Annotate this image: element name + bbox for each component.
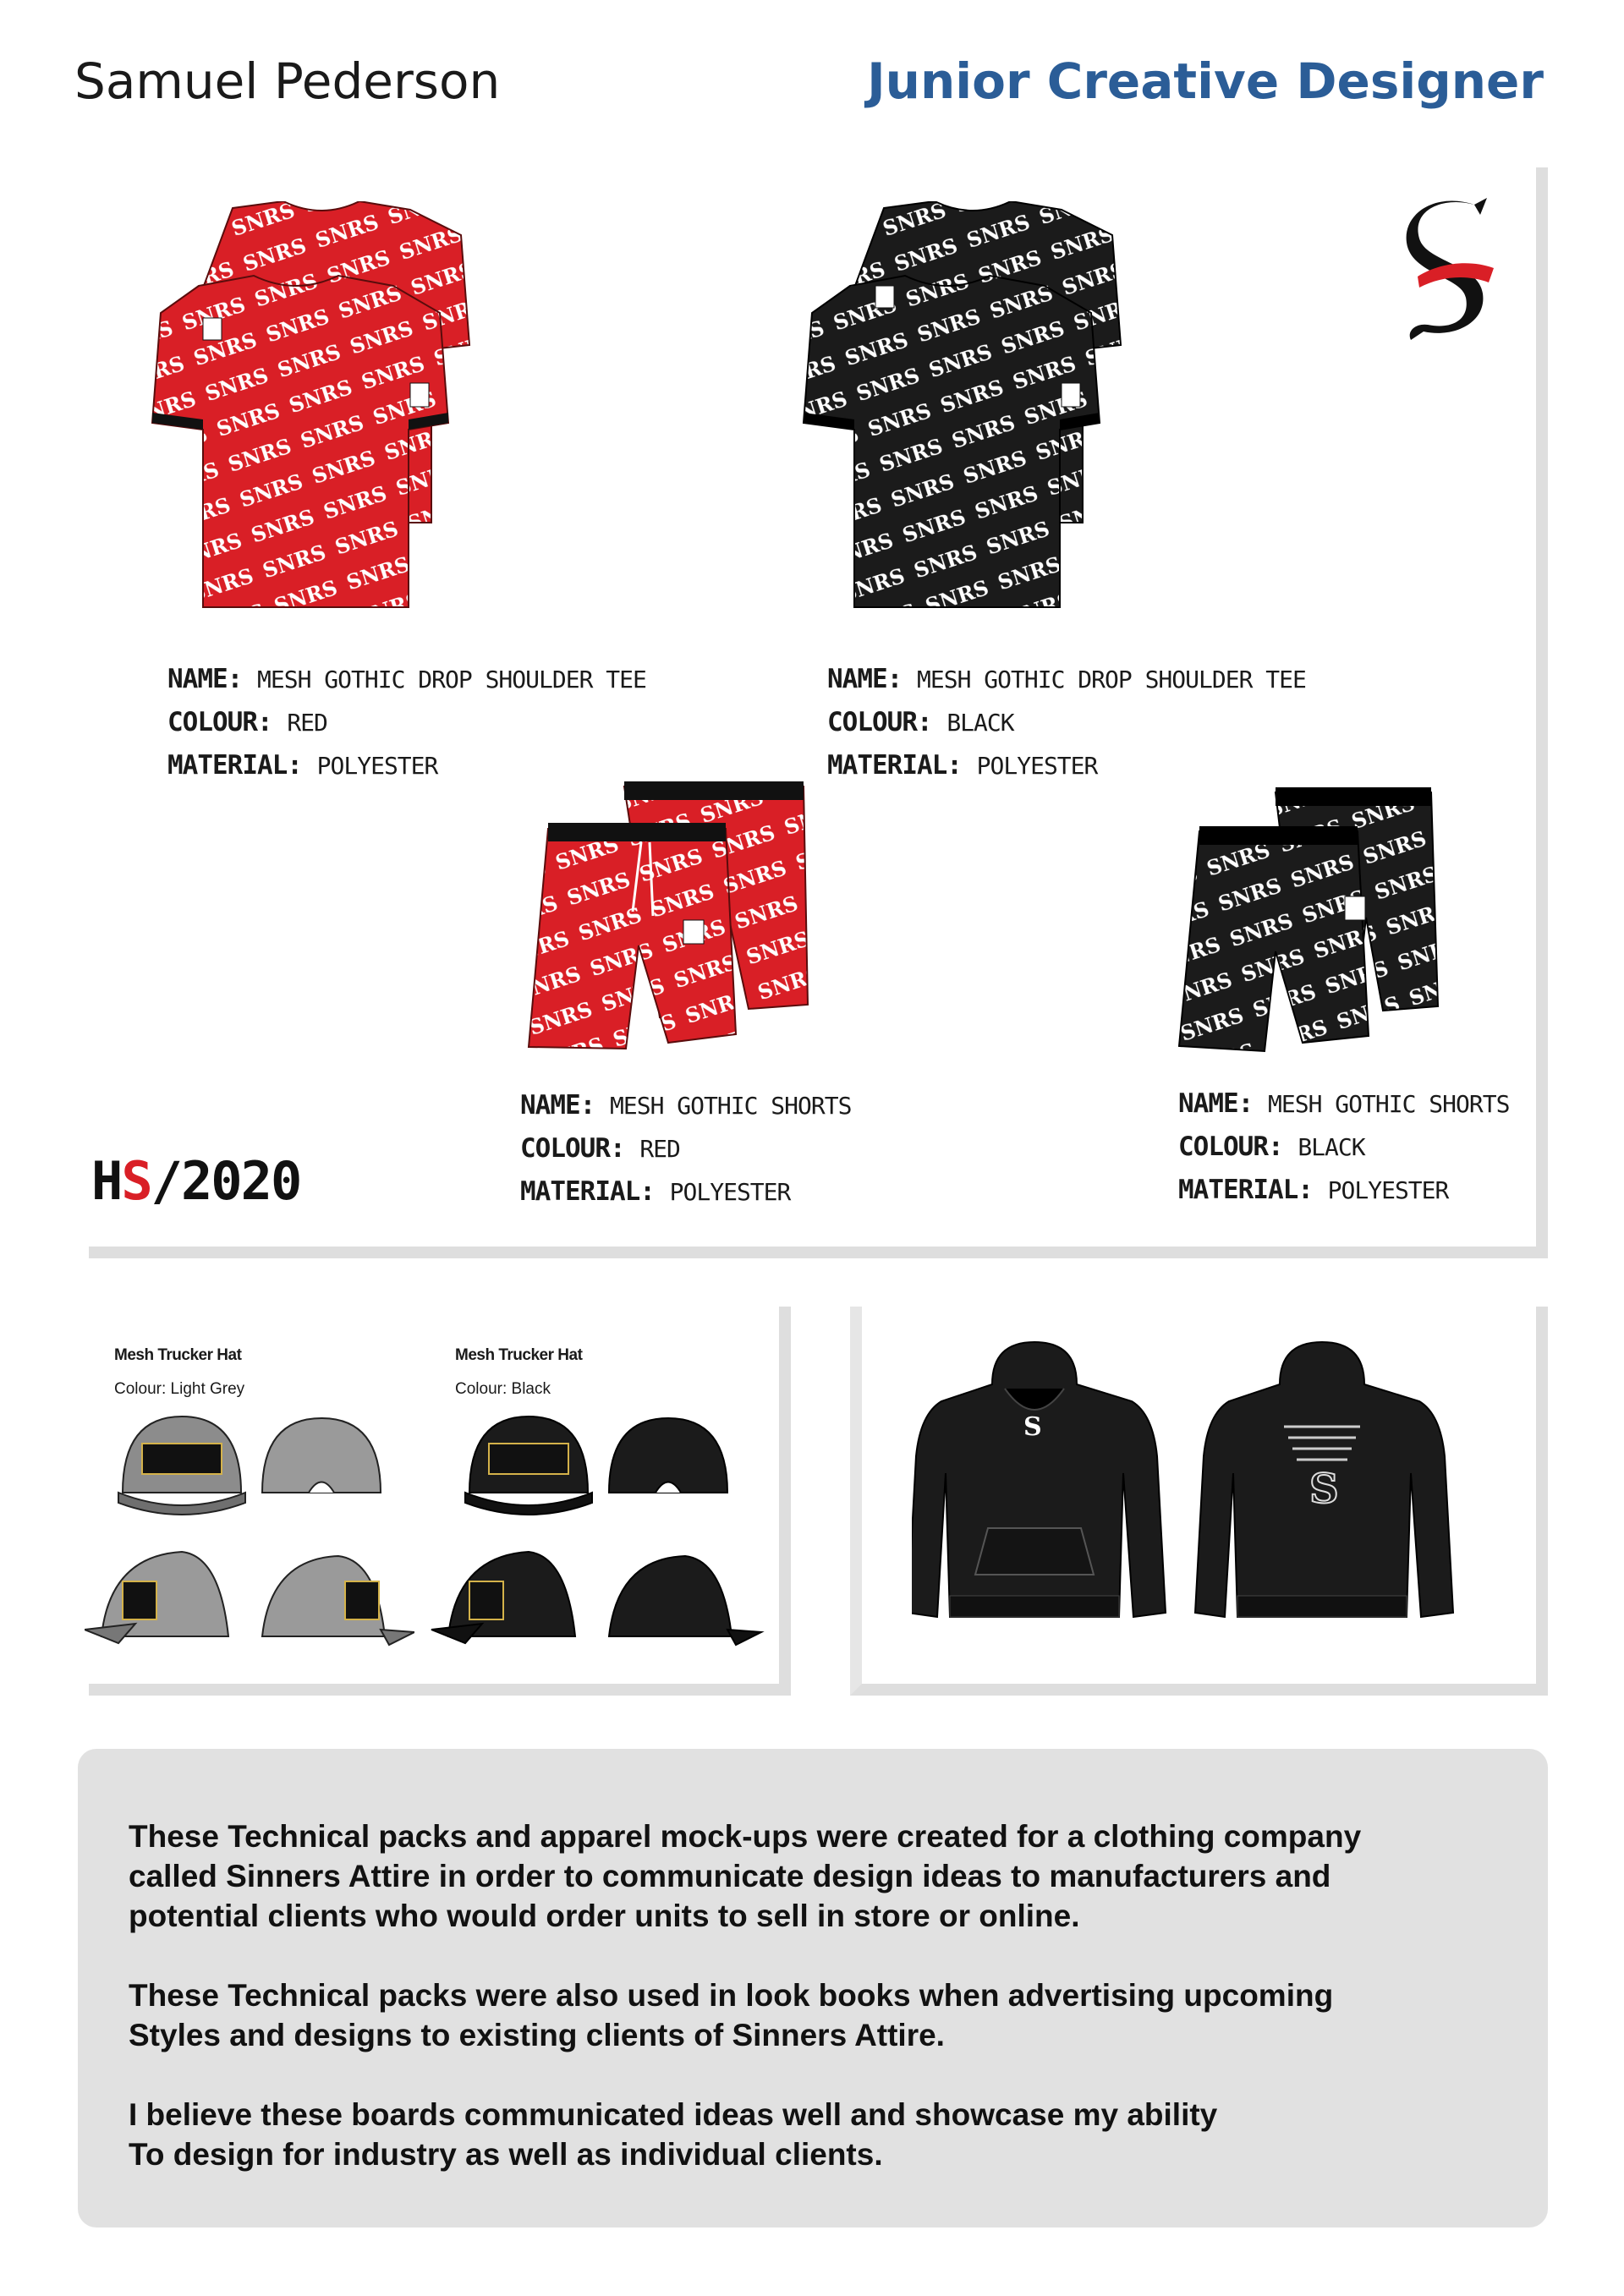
spec-label: COLOUR: bbox=[827, 707, 932, 737]
spec-red-tee bbox=[167, 658, 646, 787]
spec-value: MESH GOTHIC SHORTS bbox=[610, 1092, 852, 1120]
spec-label: MATERIAL: bbox=[520, 1176, 655, 1207]
brand-logo-icon bbox=[1394, 196, 1504, 344]
black-hoodie-illustration bbox=[912, 1338, 1470, 1636]
spec-value: BLACK bbox=[946, 709, 1014, 737]
black-tee-illustration bbox=[791, 201, 1146, 616]
svg-text:S: S bbox=[1309, 1466, 1339, 1513]
description-box bbox=[78, 1749, 1548, 2228]
spec-label: COLOUR: bbox=[520, 1133, 625, 1164]
svg-text:S: S bbox=[1023, 1412, 1042, 1442]
spec-value: BLACK bbox=[1298, 1133, 1365, 1161]
season-suffix: /2020 bbox=[151, 1150, 301, 1212]
season-code bbox=[91, 1150, 300, 1212]
spec-label: MATERIAL: bbox=[827, 750, 962, 781]
spec-label: NAME: bbox=[167, 664, 243, 694]
spec-value: MESH GOTHIC DROP SHOULDER TEE bbox=[917, 666, 1306, 693]
description-paragraph: These Technical packs were also used in look books when advertising upcoming Styles and designs to existing clients of Sinners Attire. bbox=[129, 1978, 1334, 2052]
hat-black-colour: Colour: Black bbox=[455, 1380, 551, 1398]
spec-value: RED bbox=[287, 709, 327, 737]
designer-role: Junior Creative Designer bbox=[867, 52, 1544, 110]
spec-label: MATERIAL: bbox=[1178, 1175, 1313, 1205]
season-accent: S bbox=[121, 1150, 151, 1212]
spec-value: POLYESTER bbox=[316, 752, 438, 780]
designer-name: Samuel Pederson bbox=[74, 52, 501, 110]
spec-label: NAME: bbox=[520, 1090, 595, 1121]
spec-label: MATERIAL: bbox=[167, 750, 302, 781]
hat-grey-title: Mesh Trucker Hat bbox=[114, 1346, 242, 1364]
spec-black-tee bbox=[827, 658, 1306, 787]
description-paragraph: These Technical packs and apparel mock-ups were created for a clothing company called Sinners Attire in order to communicate design ideas to manufacturers and potential clients who would order units to sell in store or online. bbox=[129, 1819, 1362, 1933]
black-hats-illustration bbox=[427, 1408, 765, 1653]
red-shorts-illustration bbox=[524, 776, 812, 1055]
spec-value: POLYESTER bbox=[976, 752, 1098, 780]
spec-black-shorts bbox=[1178, 1082, 1509, 1212]
spec-value: MESH GOTHIC SHORTS bbox=[1268, 1090, 1510, 1118]
spec-red-shorts bbox=[520, 1084, 851, 1214]
description-paragraph: I believe these boards communicated ideas well and showcase my ability To design for industry as well as individual clients. bbox=[129, 2097, 1218, 2172]
spec-label: COLOUR: bbox=[167, 707, 272, 737]
spec-value: RED bbox=[639, 1135, 680, 1163]
hat-black-title: Mesh Trucker Hat bbox=[455, 1346, 583, 1364]
black-shorts-illustration bbox=[1176, 782, 1463, 1057]
season-prefix: H bbox=[91, 1150, 122, 1212]
spec-label: NAME: bbox=[1178, 1088, 1254, 1119]
spec-value: POLYESTER bbox=[669, 1178, 791, 1206]
hat-grey-colour: Colour: Light Grey bbox=[114, 1380, 245, 1398]
spec-value: MESH GOTHIC DROP SHOULDER TEE bbox=[257, 666, 646, 693]
spec-value: POLYESTER bbox=[1327, 1176, 1449, 1204]
red-tee-illustration bbox=[140, 201, 495, 616]
spec-label: COLOUR: bbox=[1178, 1132, 1283, 1162]
spec-label: NAME: bbox=[827, 664, 903, 694]
grey-hats-illustration bbox=[85, 1408, 414, 1653]
